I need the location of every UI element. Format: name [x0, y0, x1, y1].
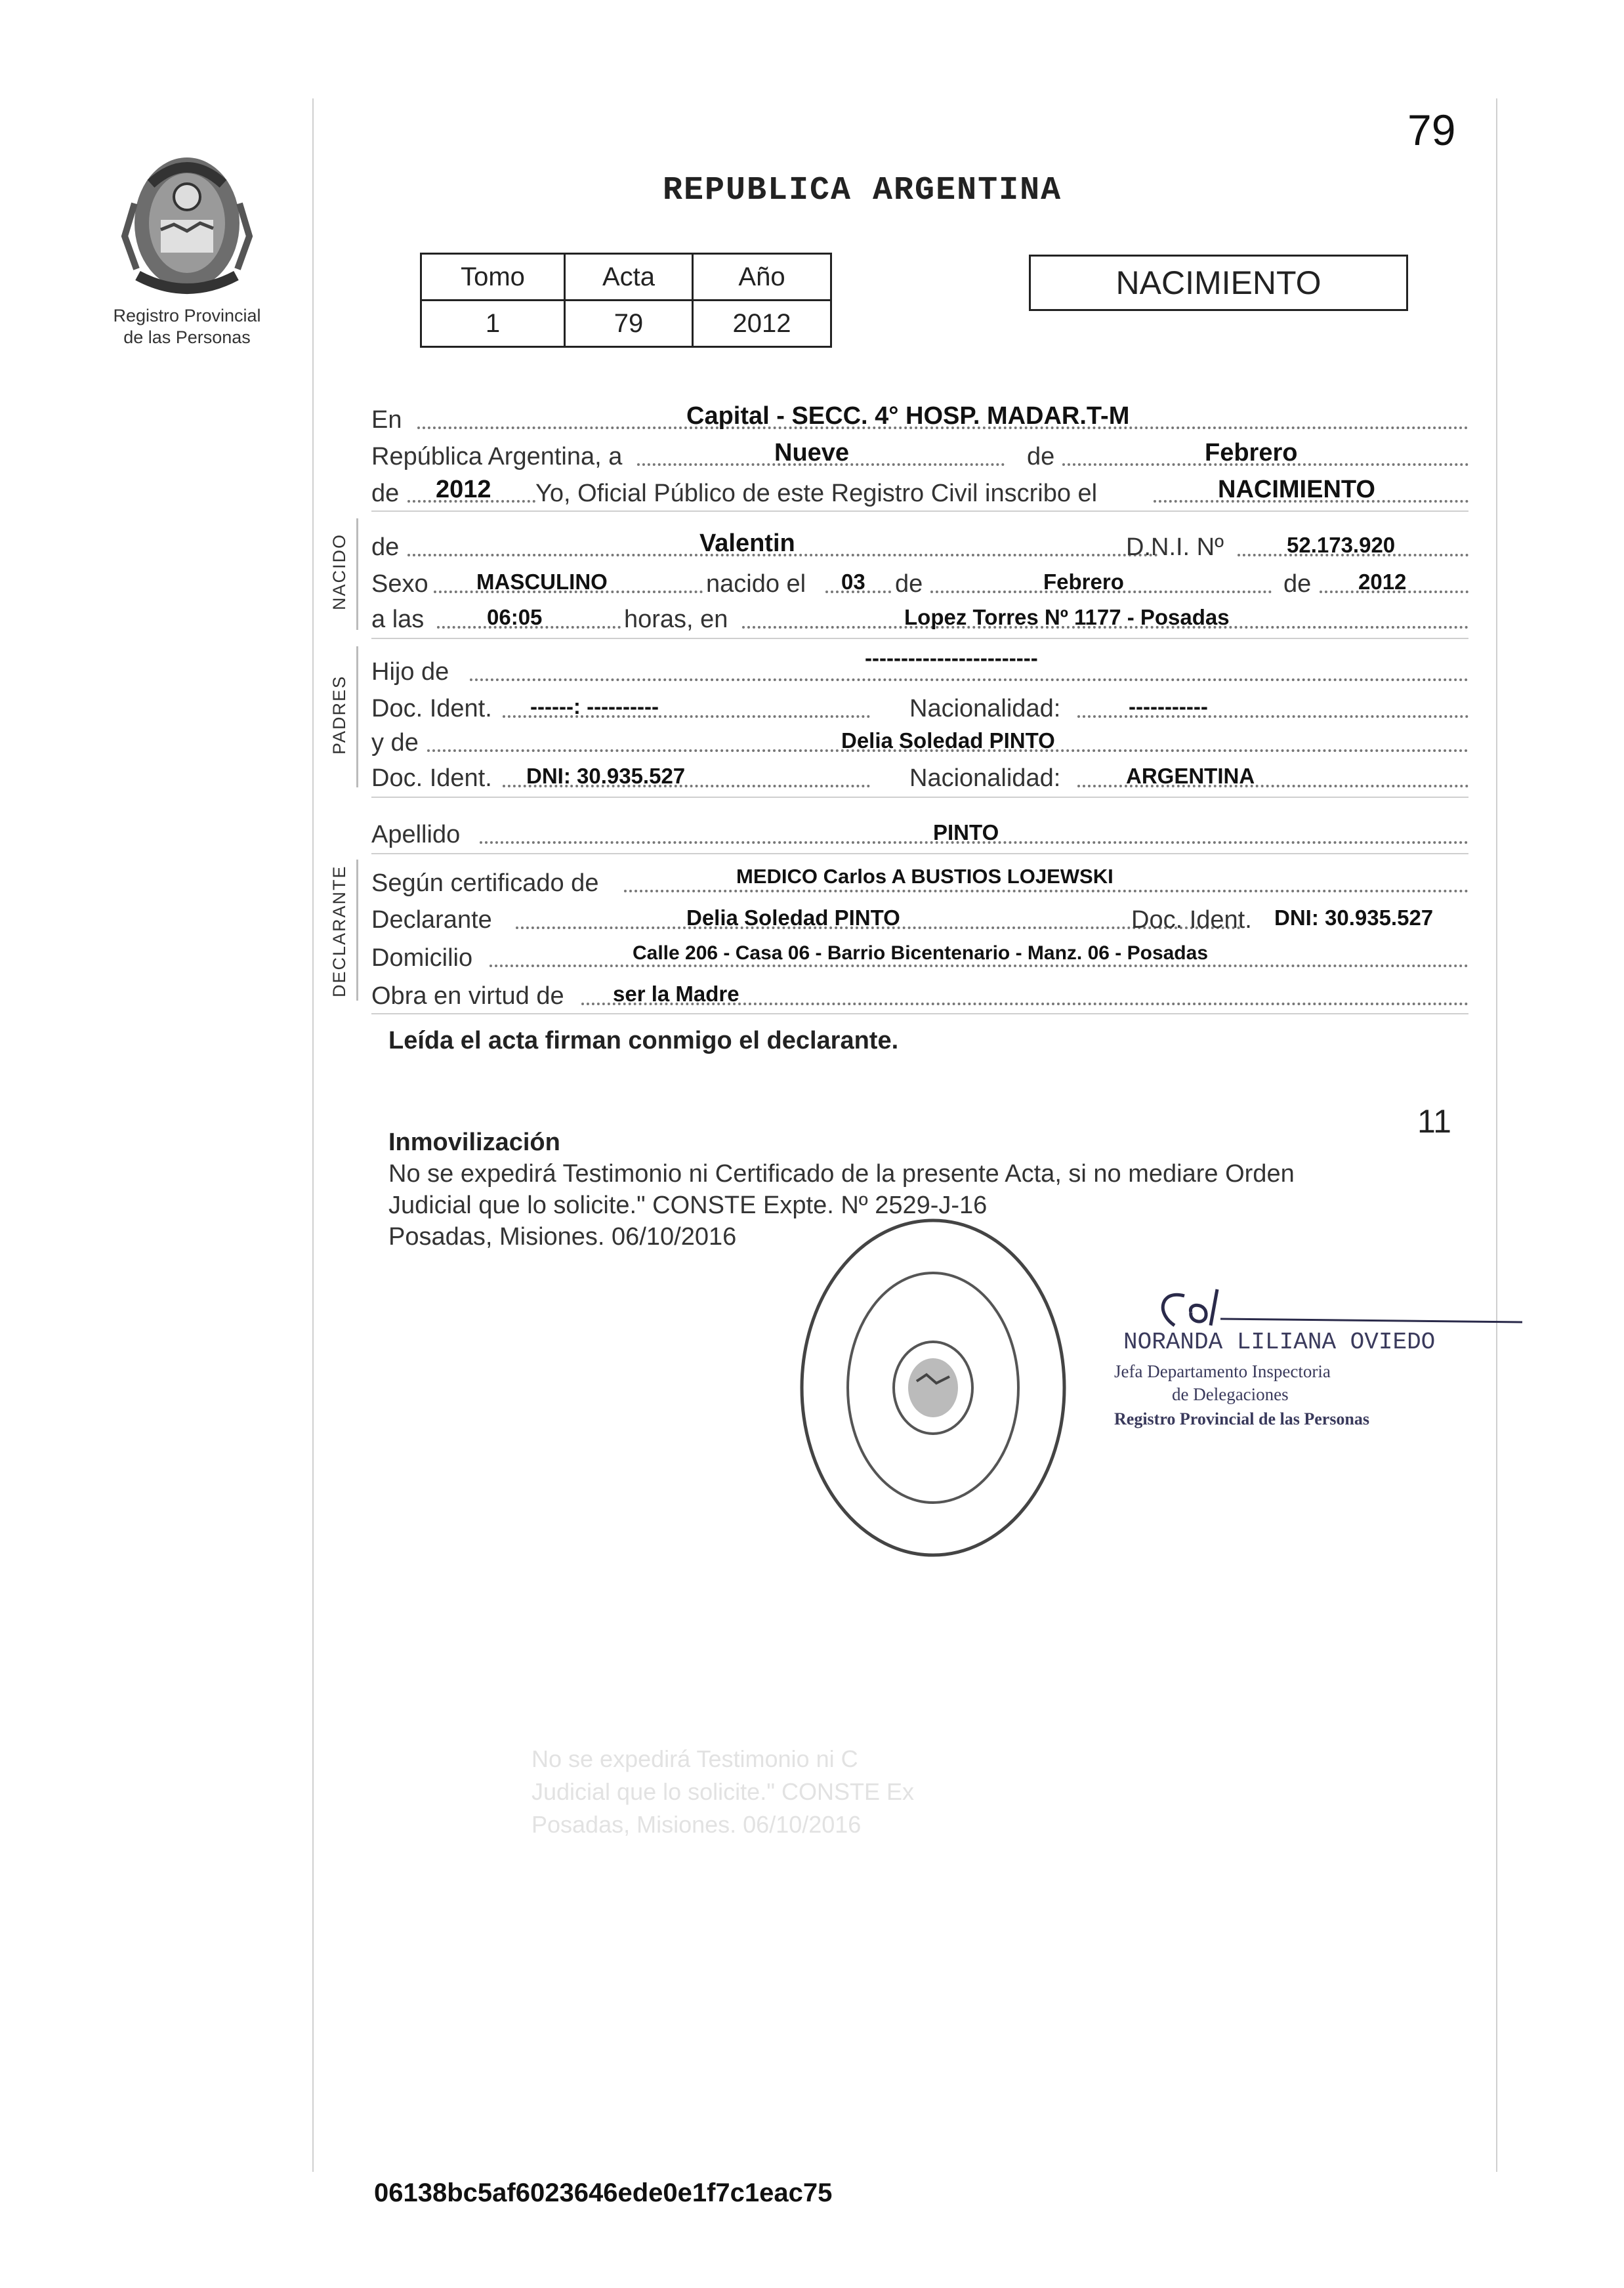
value-domicilio-nac: Lopez Torres Nº 1177 - Posadas — [904, 605, 1230, 629]
label-republica: República Argentina, a — [371, 443, 623, 470]
document-title: REPUBLICA ARGENTINA — [663, 172, 1062, 209]
closing-statement: Leída el acta firman conmigo el declarante. — [388, 1027, 899, 1054]
annotation-number: 11 — [1417, 1103, 1451, 1140]
row-divider — [371, 1013, 1468, 1014]
label-doc-ident-2: Doc. Ident. — [371, 764, 492, 792]
value-declarante-doc: DNI: 30.935.527 — [1274, 905, 1434, 930]
label-doc-ident-3: Doc. Ident. — [1131, 906, 1252, 934]
ref-value-acta: 79 — [565, 301, 693, 347]
inmovilizacion-line1: No se expedirá Testimonio ni Certificado de la presente Acta, si no mediare Orden — [388, 1160, 1295, 1188]
row-lugar — [371, 398, 1468, 434]
value-mes: Febrero — [1205, 439, 1298, 467]
label-oficial: Yo, Oficial Público de este Registro Civil inscribo el — [535, 480, 1098, 507]
declarante-bracket — [356, 860, 358, 1001]
label-dni: D.N.I. Nº — [1126, 533, 1224, 561]
label-a-las: a las — [371, 606, 425, 633]
row-madre — [371, 720, 1468, 757]
misiones-coat-of-arms-logo — [98, 144, 276, 305]
ref-header-acta: Acta — [565, 254, 693, 301]
label-nacionalidad-1: Nacionalidad: — [909, 695, 1061, 722]
value-dni: 52.173.920 — [1287, 533, 1396, 557]
row-hora — [371, 597, 1468, 634]
label-sexo: Sexo — [371, 570, 428, 598]
row-divider — [371, 510, 1468, 512]
label-declarante: Declarante — [371, 906, 492, 934]
row-padre-doc — [371, 686, 1468, 723]
inmovilizacion-title: Inmovilización — [388, 1129, 560, 1156]
label-hijo-de: Hijo de — [371, 658, 449, 686]
document-hash: 06138bc5af6023646ede0e1f7c1eac75 — [374, 2178, 833, 2207]
row-domicilio — [371, 936, 1468, 972]
inmovilizacion-line2: Judicial que lo solicite." CONSTE Expte. Nº 2529-J-16 — [388, 1192, 988, 1219]
right-margin-line — [1496, 98, 1497, 2172]
value-nombre: Valentin — [699, 530, 795, 557]
label-segun-certificado: Según certificado de — [371, 869, 599, 897]
ref-header-anio: Año — [693, 254, 831, 301]
value-declarante: Delia Soledad PINTO — [686, 905, 900, 930]
logo-caption — [98, 305, 276, 348]
value-padre-nac: ----------- — [1129, 694, 1208, 718]
label-nacionalidad-2: Nacionalidad: — [909, 764, 1061, 792]
value-tipo: NACIMIENTO — [1218, 476, 1375, 503]
label-de-1: de — [1027, 443, 1055, 470]
row-hijo-de — [371, 646, 1468, 686]
label-doc-ident-1: Doc. Ident. — [371, 695, 492, 722]
value-apellido: PINTO — [933, 820, 999, 844]
signer-title-line3: Registro Provincial de las Personas — [1114, 1409, 1370, 1428]
page-number: 79 — [1407, 106, 1456, 154]
row-sexo — [371, 562, 1468, 598]
label-domicilio: Domicilio — [371, 944, 473, 972]
value-nac-dia: 03 — [841, 570, 865, 594]
row-fecha — [371, 434, 1468, 471]
value-padre-doc: ------: ---------- — [530, 694, 659, 718]
ref-header-tomo: Tomo — [421, 254, 565, 301]
row-obra-virtud — [371, 974, 1468, 1010]
inmovilizacion-line3: Posadas, Misiones. 06/10/2016 — [388, 1223, 737, 1251]
label-de-4: de — [895, 570, 923, 598]
label-apellido: Apellido — [371, 821, 461, 848]
value-sexo: MASCULINO — [476, 570, 608, 594]
document-type-box: NACIMIENTO — [1029, 255, 1408, 311]
value-certificado: MEDICO Carlos A BUSTIOS LOJEWSKI — [736, 865, 1114, 888]
row-declarante — [371, 898, 1468, 934]
row-divider — [371, 797, 1468, 798]
signer-title-line2: de Delegaciones — [1172, 1384, 1289, 1404]
value-madre-nac: ARGENTINA — [1126, 764, 1255, 788]
value-hora: 06:05 — [487, 605, 543, 629]
label-horas-en: horas, en — [624, 606, 728, 633]
label-de-3: de — [371, 533, 400, 561]
value-anio: 2012 — [436, 476, 491, 503]
ref-value-anio: 2012 — [693, 301, 831, 347]
logo-caption-line1: Registro Provincial — [113, 306, 261, 325]
row-divider — [371, 853, 1468, 854]
value-domicilio: Calle 206 - Casa 06 - Barrio Bicentenario - Manz. 06 - Posadas — [633, 942, 1209, 964]
label-de-2: de — [371, 480, 400, 507]
signer-name: NORANDA LILIANA OVIEDO — [1123, 1329, 1436, 1356]
value-madre-doc: DNI: 30.935.527 — [526, 764, 686, 788]
logo-caption-line2: de las Personas — [123, 327, 251, 347]
nacido-bracket — [356, 518, 358, 630]
faint-text-line2: Judicial que lo solicite." CONSTE Ex — [531, 1778, 914, 1805]
value-dia: Nueve — [774, 439, 850, 467]
row-inscripcion — [371, 471, 1468, 508]
row-apellido — [371, 812, 1468, 849]
signer-title-line1: Jefa Departamento Inspectoria — [1114, 1362, 1331, 1381]
ref-value-tomo: 1 — [421, 301, 565, 347]
faint-text-line3: Posadas, Misiones. 06/10/2016 — [531, 1811, 862, 1838]
value-lugar: Capital - SECC. 4° HOSP. MADAR.T-M — [686, 402, 1130, 430]
value-nac-anio: 2012 — [1358, 570, 1407, 594]
faint-text-line1: No se expedirá Testimonio ni C — [531, 1745, 858, 1772]
padres-bracket — [356, 646, 358, 787]
left-margin-line — [312, 98, 314, 2172]
label-nacido-el: nacido el — [706, 570, 806, 598]
label-de-5: de — [1283, 570, 1312, 598]
value-nac-mes: Febrero — [1043, 570, 1124, 594]
label-y-de: y de — [371, 729, 419, 757]
official-stamp — [795, 1214, 1071, 1562]
row-nombre — [371, 525, 1468, 562]
reference-table — [420, 253, 832, 348]
label-en: En — [371, 406, 402, 434]
value-madre: Delia Soledad PINTO — [841, 728, 1055, 753]
value-padre: ------------------------ — [865, 646, 1038, 670]
row-madre-doc — [371, 756, 1468, 793]
label-obra-virtud: Obra en virtud de — [371, 982, 564, 1010]
row-certificado — [371, 861, 1468, 898]
row-divider — [371, 638, 1468, 639]
value-virtud: ser la Madre — [613, 982, 739, 1006]
